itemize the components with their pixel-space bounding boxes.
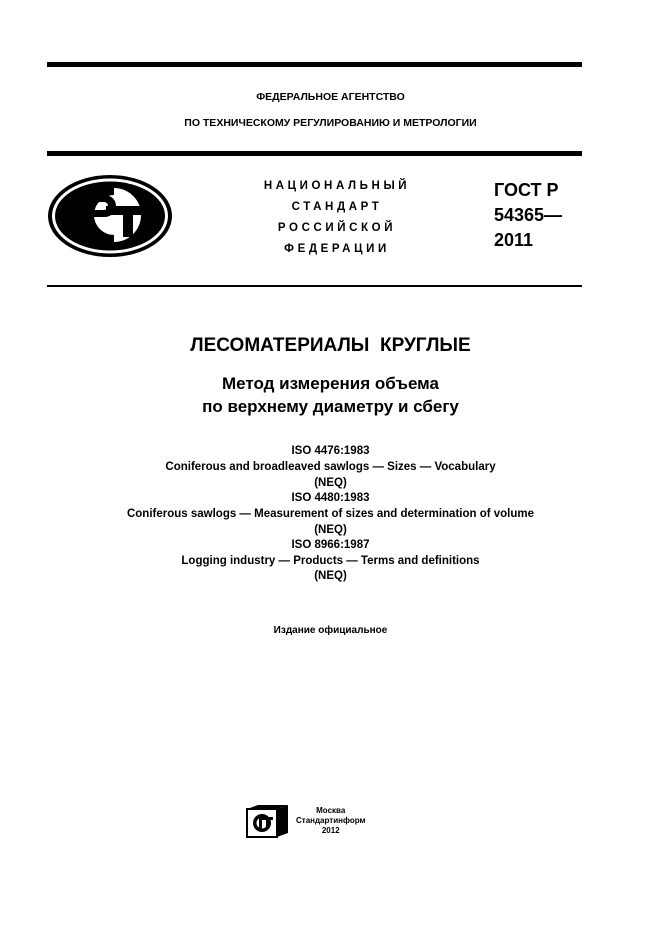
subtitle-line-2: по верхнему диаметру и сбегу: [202, 397, 459, 416]
designation-line-1: ГОСТ Р: [494, 180, 559, 200]
top-rule: [47, 62, 582, 67]
designation-line-3: 2011: [494, 230, 534, 250]
subtitle-line-1: Метод измерения объема: [222, 374, 439, 393]
publisher-block: [296, 806, 365, 836]
reference-line: Logging industry — Products — Terms and definitions: [181, 555, 480, 567]
standard-type-line: СТАНДАРТ: [291, 201, 383, 213]
standartinform-logo-icon: [246, 804, 290, 838]
reference-line: ISO 4480:1983: [291, 492, 370, 504]
edition-note: Издание официальное: [273, 625, 388, 636]
publisher-city: Москва: [316, 806, 346, 815]
reference-line: (NEQ): [314, 524, 347, 536]
header-rule: [47, 151, 582, 156]
publisher-name: Стандартинформ: [296, 816, 366, 825]
document-title: ЛЕСОМАТЕРИАЛЫ КРУГЛЫЕ: [190, 335, 471, 356]
standard-type-line: НАЦИОНАЛЬНЫЙ: [263, 180, 411, 192]
agency-line-1: ФЕДЕРАЛЬНОЕ АГЕНТСТВО: [256, 91, 405, 103]
reference-line: (NEQ): [314, 477, 347, 489]
reference-line: Coniferous and broadleaved sawlogs — Sizes — Vocabulary: [165, 461, 496, 473]
standard-type-line: ФЕДЕРАЦИИ: [284, 243, 390, 255]
rst-certification-emblem-icon: [46, 173, 174, 259]
standard-type-line: РОССИЙСКОЙ: [277, 222, 397, 234]
standard-type-block: [248, 176, 426, 260]
designation-line-2: 54365—: [494, 205, 563, 225]
reference-line: ISO 4476:1983: [291, 445, 370, 457]
agency-line-2: ПО ТЕХНИЧЕСКОМУ РЕГУЛИРОВАНИЮ И МЕТРОЛОГИИ: [184, 117, 477, 129]
section-rule: [47, 285, 582, 287]
reference-line: Coniferous sawlogs — Measurement of sizes and determination of volume: [126, 508, 535, 520]
reference-line: (NEQ): [314, 570, 347, 582]
standard-designation: [494, 178, 562, 253]
publisher-year: 2012: [321, 826, 340, 835]
reference-line: ISO 8966:1987: [291, 539, 370, 551]
